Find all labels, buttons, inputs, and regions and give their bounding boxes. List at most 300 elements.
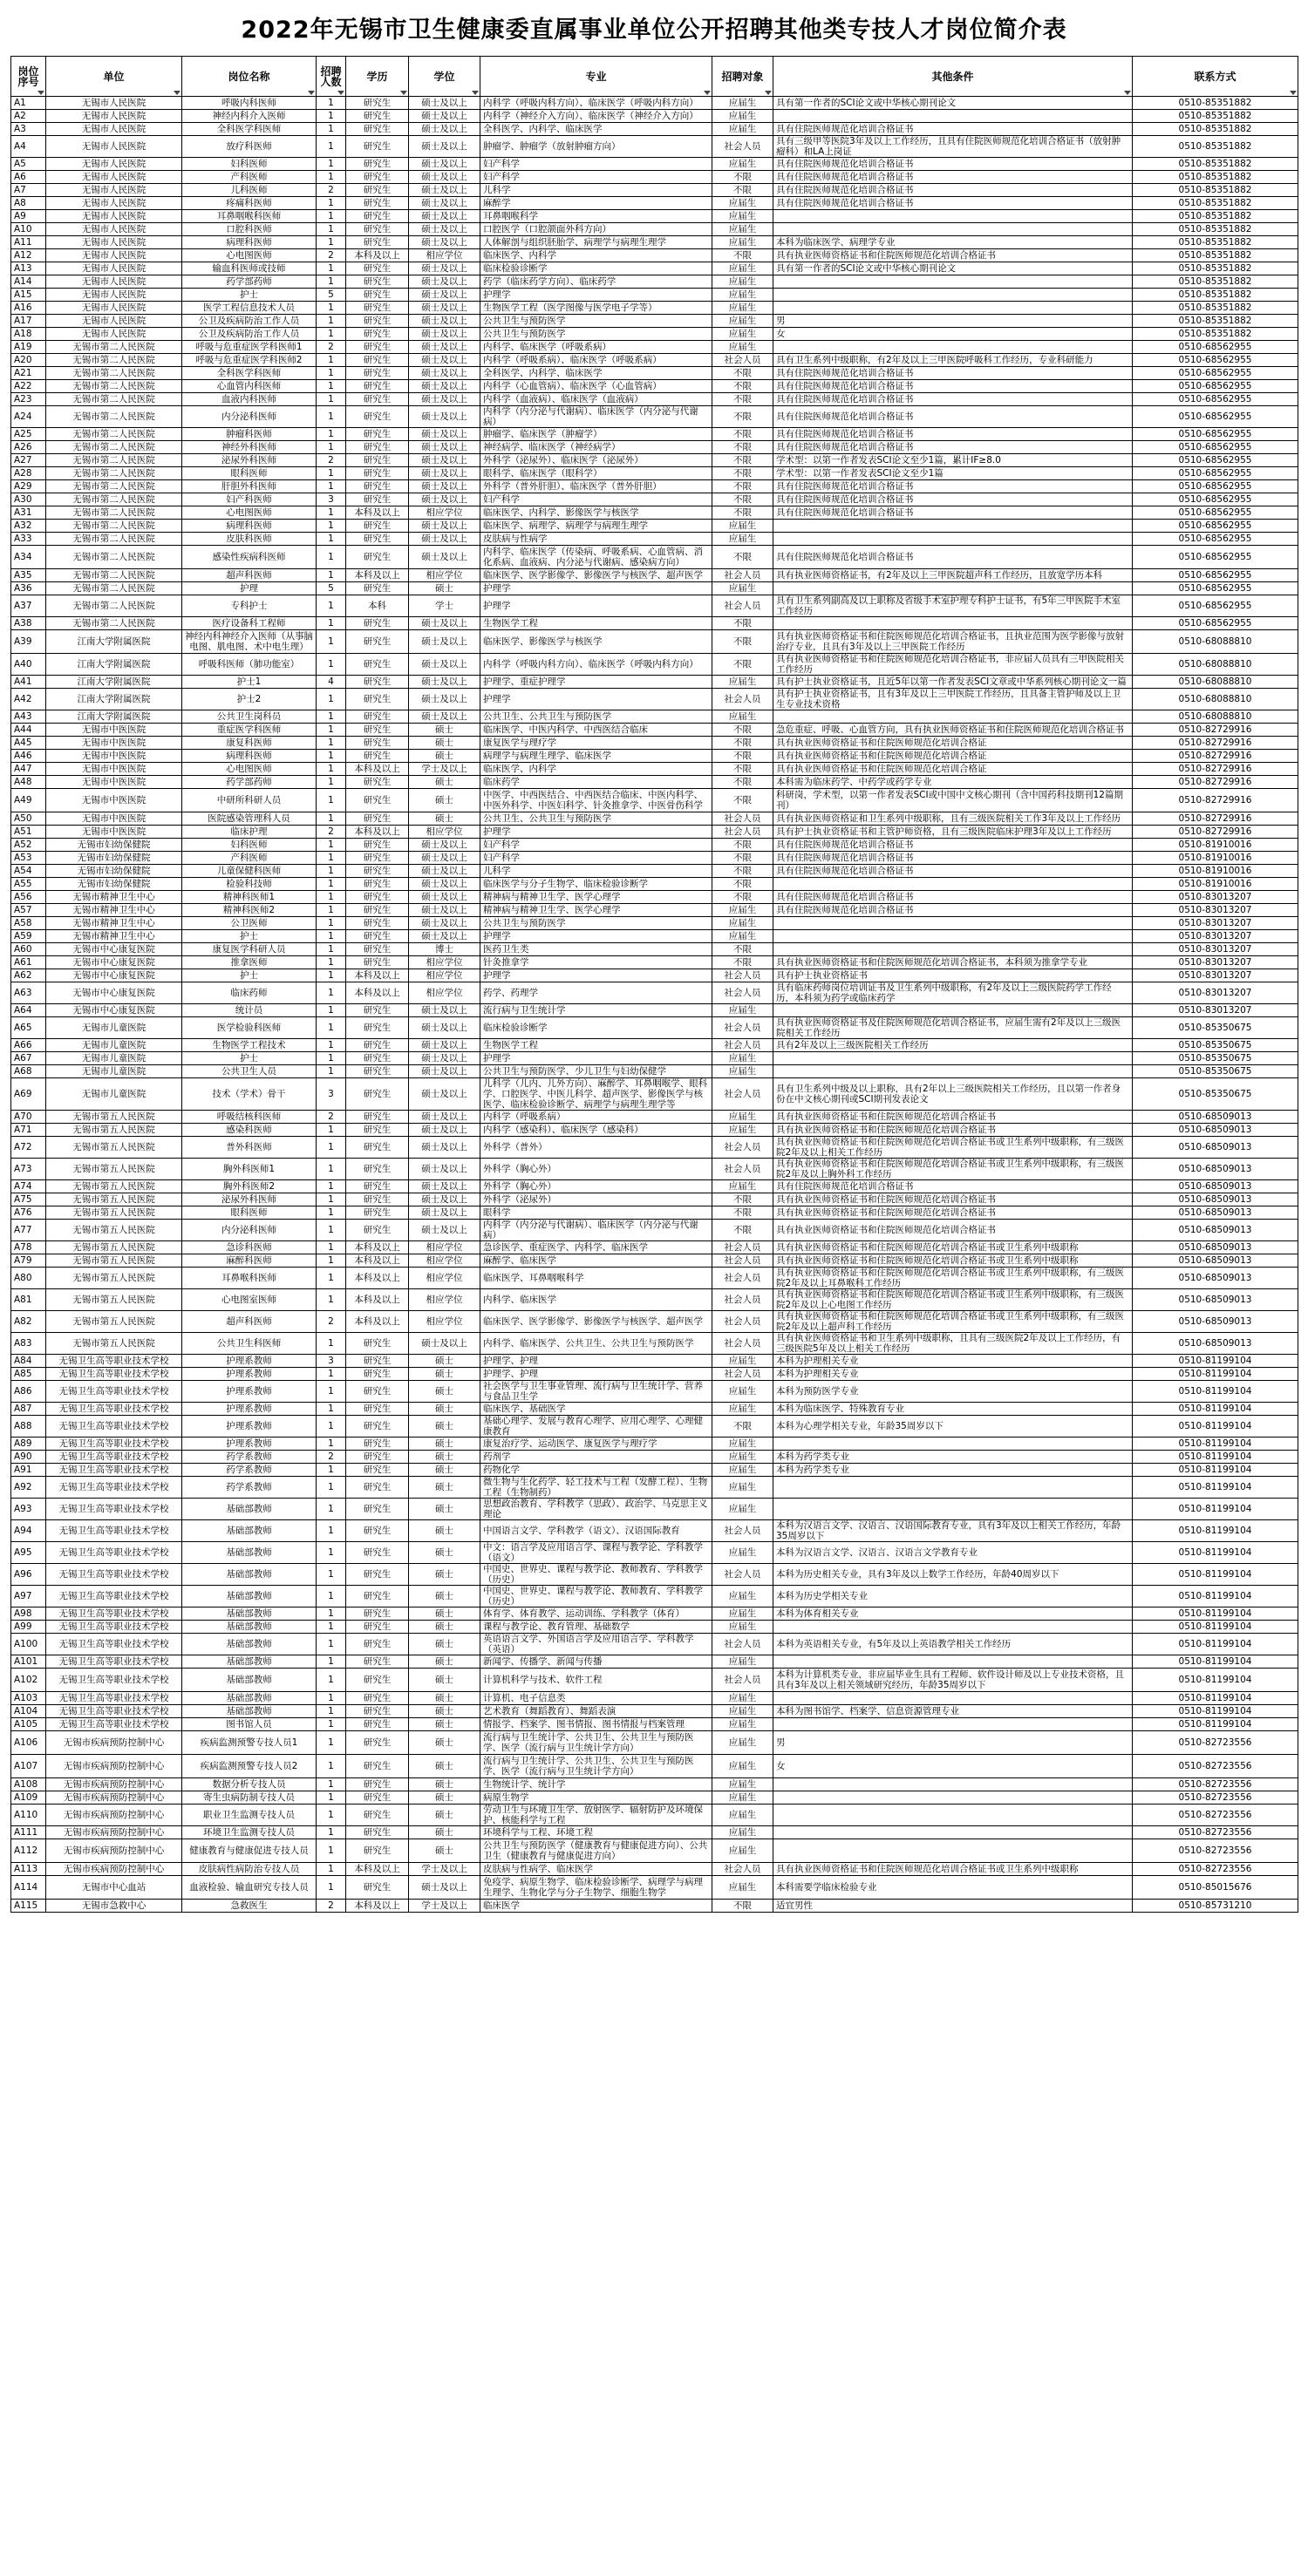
table-row xyxy=(11,1124,1298,1137)
cell-post-no: A92 xyxy=(11,1477,46,1499)
cell-education: 研究生 xyxy=(346,1180,409,1193)
table-row xyxy=(11,393,1298,406)
table-row xyxy=(11,1333,1298,1355)
cell-post-name: 血液内科医师 xyxy=(182,393,317,406)
cell-post-name: 药学系教师 xyxy=(182,1477,317,1499)
cell-post-no: A87 xyxy=(11,1403,46,1416)
cell-major: 急诊医学、重症医学、内科学、临床医学 xyxy=(480,1241,712,1254)
table-row xyxy=(11,1464,1298,1477)
header-conditions[interactable] xyxy=(773,57,1133,97)
cell-conditions xyxy=(773,1791,1133,1805)
cell-target: 应届生 xyxy=(712,1004,773,1017)
cell-degree: 硕士及以上 xyxy=(409,223,480,236)
cell-major: 护理学 xyxy=(480,1052,712,1065)
cell-degree: 相应学位 xyxy=(409,956,480,969)
cell-education: 研究生 xyxy=(346,1451,409,1464)
header-label: 招聘人数 xyxy=(320,65,342,88)
cell-unit: 无锡市妇幼保健院 xyxy=(46,878,182,891)
filter-dropdown-icon[interactable] xyxy=(400,91,407,95)
cell-count: 2 xyxy=(317,341,346,354)
cell-major: 中国史、世界史、课程与教学论、教师教育、学科教学（历史） xyxy=(480,1564,712,1586)
cell-education: 研究生 xyxy=(346,441,409,454)
cell-post-name: 内分泌科医师 xyxy=(182,1220,317,1241)
cell-post-no: A21 xyxy=(11,367,46,380)
cell-major: 内科学（感染科）、临床医学（感染科） xyxy=(480,1124,712,1137)
cell-major: 课程与教学论、教育管理、基础数学 xyxy=(480,1621,712,1634)
cell-contact: 0510-81199104 xyxy=(1133,1464,1298,1477)
cell-degree: 硕士及以上 xyxy=(409,930,480,943)
cell-post-name: 基础部教师 xyxy=(182,1621,317,1634)
cell-post-no: A25 xyxy=(11,428,46,441)
table-row xyxy=(11,1839,1298,1863)
filter-dropdown-icon[interactable] xyxy=(765,91,772,95)
cell-post-no: A11 xyxy=(11,236,46,249)
cell-major: 生物医学工程 xyxy=(480,1039,712,1052)
cell-unit: 无锡市疾病预防控制中心 xyxy=(46,1863,182,1876)
table-row xyxy=(11,1017,1298,1039)
cell-education: 研究生 xyxy=(346,1520,409,1542)
cell-education: 研究生 xyxy=(346,737,409,750)
cell-post-no: A82 xyxy=(11,1311,46,1333)
cell-unit: 无锡市第二人民医院 xyxy=(46,428,182,441)
cell-target: 不限 xyxy=(712,367,773,380)
cell-conditions: 具有住院医师规范化培训合格证书 xyxy=(773,865,1133,878)
cell-target: 不限 xyxy=(712,956,773,969)
cell-degree: 硕士及以上 xyxy=(409,158,480,171)
header-major[interactable] xyxy=(480,57,712,97)
cell-post-name: 妇科医师 xyxy=(182,839,317,852)
cell-target: 社会人员 xyxy=(712,1137,773,1159)
table-row xyxy=(11,1220,1298,1241)
recruitment-table xyxy=(10,56,1298,1913)
cell-education: 研究生 xyxy=(346,546,409,569)
cell-target: 社会人员 xyxy=(712,1017,773,1039)
cell-post-no: A85 xyxy=(11,1368,46,1381)
cell-degree: 硕士及以上 xyxy=(409,1333,480,1355)
cell-education: 研究生 xyxy=(346,1778,409,1791)
cell-contact: 0510-85351882 xyxy=(1133,197,1298,210)
cell-count: 1 xyxy=(317,654,346,676)
cell-unit: 无锡市儿童医院 xyxy=(46,1039,182,1052)
cell-contact: 0510-68509013 xyxy=(1133,1289,1298,1311)
cell-target: 应届生 xyxy=(712,1655,773,1669)
cell-conditions xyxy=(773,533,1133,546)
cell-target: 应届生 xyxy=(712,1499,773,1520)
table-row xyxy=(11,1755,1298,1778)
cell-post-no: A29 xyxy=(11,480,46,493)
cell-contact: 0510-85350675 xyxy=(1133,1039,1298,1052)
cell-conditions: 具有执业医师资格证书和住院医师规范化培训合格证书或卫生系列中级职称，有三级医院2年及以上心电图工作经历 xyxy=(773,1289,1133,1311)
cell-count: 1 xyxy=(317,956,346,969)
cell-target: 社会人员 xyxy=(712,595,773,617)
filter-dropdown-icon[interactable] xyxy=(337,91,344,95)
cell-target: 应届生 xyxy=(712,917,773,930)
cell-count: 1 xyxy=(317,110,346,123)
cell-degree: 学士及以上 xyxy=(409,1900,480,1913)
cell-contact: 0510-81199104 xyxy=(1133,1381,1298,1403)
cell-degree: 硕士及以上 xyxy=(409,480,480,493)
cell-post-name: 儿童保健科医师 xyxy=(182,865,317,878)
cell-degree: 硕士 xyxy=(409,582,480,595)
cell-count: 2 xyxy=(317,454,346,467)
cell-unit: 无锡市中心康复医院 xyxy=(46,969,182,982)
cell-target: 应届生 xyxy=(712,930,773,943)
cell-post-no: A15 xyxy=(11,289,46,302)
cell-target: 应届生 xyxy=(712,1718,773,1731)
cell-unit: 无锡市第二人民医院 xyxy=(46,546,182,569)
cell-major: 内科学、临床医学（呼吸系病） xyxy=(480,341,712,354)
cell-target: 应届生 xyxy=(712,1705,773,1718)
cell-count: 1 xyxy=(317,1241,346,1254)
cell-education: 本科及以上 xyxy=(346,826,409,839)
cell-major: 康复治疗学、运动医学、康复医学与理疗学 xyxy=(480,1438,712,1451)
cell-conditions: 本科为临床医学、特殊教育专业 xyxy=(773,1403,1133,1416)
cell-education: 研究生 xyxy=(346,582,409,595)
cell-target: 不限 xyxy=(712,1416,773,1438)
table-row xyxy=(11,1381,1298,1403)
cell-count: 2 xyxy=(317,1311,346,1333)
filter-dropdown-icon[interactable] xyxy=(308,91,315,95)
cell-conditions: 具有执业医师资格证书和住院医师规范化培训合格证书 xyxy=(773,1193,1133,1206)
cell-count: 2 xyxy=(317,1451,346,1464)
cell-post-no: A12 xyxy=(11,249,46,262)
cell-post-no: A35 xyxy=(11,569,46,582)
cell-post-name: 基础部教师 xyxy=(182,1564,317,1586)
cell-degree: 硕士及以上 xyxy=(409,110,480,123)
cell-post-no: A115 xyxy=(11,1900,46,1913)
cell-target: 不限 xyxy=(712,1900,773,1913)
cell-major: 生物医学工程（医学图像与医学电子学等） xyxy=(480,302,712,315)
cell-contact: 0510-83013207 xyxy=(1133,969,1298,982)
table-row xyxy=(11,1368,1298,1381)
cell-count: 1 xyxy=(317,262,346,275)
cell-unit: 无锡市第五人民医院 xyxy=(46,1241,182,1254)
cell-degree: 硕士及以上 xyxy=(409,354,480,367)
cell-target: 不限 xyxy=(712,852,773,865)
cell-conditions: 具有卫生系列中级及以上职称，具有2年以上三级医院相关工作经历，且以第一作者身份在中文核心期刊或SCI期刊发表论文 xyxy=(773,1078,1133,1111)
cell-degree: 硕士及以上 xyxy=(409,380,480,393)
cell-major: 内科学（呼吸内科方向）、临床医学（呼吸内科方向） xyxy=(480,654,712,676)
table-row xyxy=(11,710,1298,724)
filter-dropdown-icon[interactable] xyxy=(472,91,479,95)
header-count[interactable] xyxy=(317,57,346,97)
cell-unit: 无锡卫生高等职业技术学校 xyxy=(46,1464,182,1477)
cell-unit: 无锡市第二人民医院 xyxy=(46,354,182,367)
cell-count: 1 xyxy=(317,1368,346,1381)
cell-conditions: 学术型：以第一作者发表SCI论文至少1篇 xyxy=(773,467,1133,480)
header-post-name[interactable] xyxy=(182,57,317,97)
cell-post-no: A63 xyxy=(11,982,46,1004)
cell-degree: 硕士 xyxy=(409,1542,480,1564)
cell-contact: 0510-85351882 xyxy=(1133,184,1298,197)
cell-education: 研究生 xyxy=(346,197,409,210)
cell-post-no: A39 xyxy=(11,630,46,654)
cell-degree: 硕士及以上 xyxy=(409,891,480,904)
cell-target: 应届生 xyxy=(712,1381,773,1403)
table-row xyxy=(11,1289,1298,1311)
cell-unit: 无锡市第二人民医院 xyxy=(46,533,182,546)
cell-unit: 无锡市疾病预防控制中心 xyxy=(46,1791,182,1805)
cell-post-name: 康复医学科研人员 xyxy=(182,943,317,956)
cell-count: 1 xyxy=(317,710,346,724)
cell-degree: 硕士及以上 xyxy=(409,136,480,158)
cell-conditions: 具有执业医师资格证书和住院医师规范化培训合格证书，且执业范围为医学影像与放射治疗专业，且具有3年及以上三甲医院工作经历 xyxy=(773,630,1133,654)
cell-target: 应届生 xyxy=(712,1111,773,1124)
cell-contact: 0510-85351882 xyxy=(1133,315,1298,328)
cell-conditions xyxy=(773,1052,1133,1065)
cell-count: 1 xyxy=(317,630,346,654)
cell-count: 1 xyxy=(317,1826,346,1839)
cell-contact: 0510-82723556 xyxy=(1133,1839,1298,1863)
cell-count: 3 xyxy=(317,1355,346,1368)
table-row xyxy=(11,454,1298,467)
table-row xyxy=(11,724,1298,737)
cell-count: 1 xyxy=(317,428,346,441)
cell-degree: 硕士 xyxy=(409,1778,480,1791)
cell-count: 1 xyxy=(317,546,346,569)
cell-target: 应届生 xyxy=(712,302,773,315)
cell-conditions: 具有执业医师资格证书和住院医师规范化培训合格证书 xyxy=(773,1124,1133,1137)
cell-contact: 0510-85351882 xyxy=(1133,262,1298,275)
cell-count: 1 xyxy=(317,1863,346,1876)
cell-degree: 硕士 xyxy=(409,1634,480,1655)
cell-degree: 硕士及以上 xyxy=(409,275,480,289)
cell-education: 研究生 xyxy=(346,943,409,956)
cell-post-name: 呼吸结核科医师 xyxy=(182,1111,317,1124)
cell-degree: 硕士 xyxy=(409,776,480,789)
table-row xyxy=(11,520,1298,533)
cell-conditions xyxy=(773,917,1133,930)
cell-major: 公共卫生与预防医学 xyxy=(480,315,712,328)
cell-degree: 硕士 xyxy=(409,1705,480,1718)
cell-post-no: A73 xyxy=(11,1159,46,1180)
cell-target: 应届生 xyxy=(712,1826,773,1839)
cell-post-no: A8 xyxy=(11,197,46,210)
cell-degree: 硕士及以上 xyxy=(409,839,480,852)
cell-major: 外科学（普外肝胆）、临床医学（普外肝胆） xyxy=(480,480,712,493)
cell-education: 研究生 xyxy=(346,1111,409,1124)
cell-post-name: 皮肤科医师 xyxy=(182,533,317,546)
cell-major: 流行病与卫生统计学、公共卫生、公共卫生与预防医学、医学（流行病与卫生统计学方向） xyxy=(480,1731,712,1755)
cell-unit: 无锡市第二人民医院 xyxy=(46,441,182,454)
cell-major: 麻醉学、临床医学 xyxy=(480,1254,712,1268)
cell-education: 研究生 xyxy=(346,97,409,110)
table-row xyxy=(11,1791,1298,1805)
cell-conditions: 具有临床药师岗位培训证书及卫生系列中级职称，有2年及以上三级医院药学工作经历，本科须为药学或临床药学 xyxy=(773,982,1133,1004)
cell-post-no: A3 xyxy=(11,123,46,136)
cell-count: 1 xyxy=(317,891,346,904)
cell-target: 社会人员 xyxy=(712,1634,773,1655)
table-row xyxy=(11,171,1298,184)
cell-count: 1 xyxy=(317,1416,346,1438)
cell-education: 研究生 xyxy=(346,689,409,710)
cell-post-no: A68 xyxy=(11,1065,46,1078)
table-row xyxy=(11,595,1298,617)
cell-conditions: 具有执业医师资格证书和住院医师规范化培训合格证书，本科须为推拿学专业 xyxy=(773,956,1133,969)
header-label: 专业 xyxy=(585,70,607,83)
cell-contact: 0510-81199104 xyxy=(1133,1355,1298,1368)
cell-contact: 0510-68562955 xyxy=(1133,454,1298,467)
cell-education: 研究生 xyxy=(346,750,409,763)
cell-conditions: 具有执业医师资格证书和住院医师规范化培训合格证书或卫生系列中级职称，有三级医院2年及以上相关工作经历 xyxy=(773,1137,1133,1159)
cell-major: 药学（临床药学方向）、临床药学 xyxy=(480,275,712,289)
cell-post-name: 环境卫生监测专技人员 xyxy=(182,1826,317,1839)
cell-count: 1 xyxy=(317,1004,346,1017)
cell-education: 研究生 xyxy=(346,852,409,865)
cell-degree: 相应学位 xyxy=(409,1254,480,1268)
cell-education: 研究生 xyxy=(346,1607,409,1621)
header-post-no[interactable] xyxy=(11,57,46,97)
cell-contact: 0510-68088810 xyxy=(1133,654,1298,676)
cell-target: 应届生 xyxy=(712,236,773,249)
header-unit[interactable] xyxy=(46,57,182,97)
cell-post-name: 职业卫生监测专技人员 xyxy=(182,1805,317,1826)
table-row xyxy=(11,582,1298,595)
cell-contact: 0510-85350675 xyxy=(1133,1017,1298,1039)
cell-count: 1 xyxy=(317,1333,346,1355)
cell-degree: 硕士及以上 xyxy=(409,520,480,533)
cell-target: 应届生 xyxy=(712,676,773,689)
cell-post-no: A32 xyxy=(11,520,46,533)
cell-target: 应届生 xyxy=(712,1692,773,1705)
cell-unit: 无锡卫生高等职业技术学校 xyxy=(46,1477,182,1499)
cell-major: 情报学、档案学、图书情报、图书情报与档案管理 xyxy=(480,1718,712,1731)
cell-count: 1 xyxy=(317,236,346,249)
table-row xyxy=(11,1438,1298,1451)
header-education[interactable] xyxy=(346,57,409,97)
cell-target: 社会人员 xyxy=(712,1333,773,1355)
cell-major: 公共卫生与预防医学（健康教育与健康促进方向）、公共卫生（健康教育与健康促进方向） xyxy=(480,1839,712,1863)
cell-degree: 硕士及以上 xyxy=(409,654,480,676)
header-label: 其他条件 xyxy=(931,70,974,83)
cell-contact: 0510-82723556 xyxy=(1133,1863,1298,1876)
cell-unit: 无锡卫生高等职业技术学校 xyxy=(46,1520,182,1542)
cell-conditions xyxy=(773,1718,1133,1731)
cell-post-no: A81 xyxy=(11,1289,46,1311)
cell-major: 公共卫生与预防医学、少儿卫生与妇幼保健学 xyxy=(480,1065,712,1078)
cell-target: 应届生 xyxy=(712,1586,773,1607)
cell-post-no: A77 xyxy=(11,1220,46,1241)
cell-conditions: 科研岗，学术型，以第一作者发表SCI或中国中文核心期刊（含中国药科技期刊12篇期刊） xyxy=(773,789,1133,812)
cell-contact: 0510-81199104 xyxy=(1133,1718,1298,1731)
cell-post-name: 医学检验科医师 xyxy=(182,1017,317,1039)
cell-post-name: 超声科医师 xyxy=(182,569,317,582)
cell-target: 不限 xyxy=(712,493,773,506)
cell-major: 环境科学与工程、环境工程 xyxy=(480,1826,712,1839)
cell-conditions: 本科需为临床药学、中药学或药学专业 xyxy=(773,776,1133,789)
cell-target: 社会人员 xyxy=(712,1368,773,1381)
cell-count: 1 xyxy=(317,520,346,533)
table-row xyxy=(11,223,1298,236)
cell-conditions: 具有护士执业资格证书，且近5年以第一作者发表SCI文章或中华系列核心期刊论文一篇 xyxy=(773,676,1133,689)
cell-contact: 0510-83013207 xyxy=(1133,930,1298,943)
cell-target: 不限 xyxy=(712,617,773,630)
header-degree[interactable] xyxy=(409,57,480,97)
cell-contact: 0510-85351882 xyxy=(1133,328,1298,341)
cell-post-name: 神经内科神经介入医师（从事脑电图、肌电图、术中电生理） xyxy=(182,630,317,654)
cell-post-no: A19 xyxy=(11,341,46,354)
table-row xyxy=(11,1863,1298,1876)
cell-conditions: 本科为体育相关专业 xyxy=(773,1607,1133,1621)
cell-unit: 无锡市人民医院 xyxy=(46,110,182,123)
table-row xyxy=(11,1311,1298,1333)
header-target[interactable] xyxy=(712,57,773,97)
cell-major: 中文：语言学及应用语言学、课程与教学论、学科教学（语文） xyxy=(480,1542,712,1564)
header-contact[interactable] xyxy=(1133,57,1298,97)
cell-conditions: 本科为汉语言文学、汉语言、汉语国际教育专业，具有3年及以上相关工作经历，年龄35周岁以下 xyxy=(773,1520,1133,1542)
cell-education: 本科及以上 xyxy=(346,1863,409,1876)
cell-post-no: A22 xyxy=(11,380,46,393)
cell-degree: 硕士及以上 xyxy=(409,1111,480,1124)
table-row xyxy=(11,737,1298,750)
cell-contact: 0510-68509013 xyxy=(1133,1311,1298,1333)
cell-target: 应届生 xyxy=(712,1839,773,1863)
cell-unit: 无锡市人民医院 xyxy=(46,197,182,210)
cell-education: 研究生 xyxy=(346,1206,409,1220)
cell-unit: 无锡市儿童医院 xyxy=(46,1078,182,1111)
cell-count: 1 xyxy=(317,1731,346,1755)
cell-degree: 相应学位 xyxy=(409,826,480,839)
cell-conditions: 具有住院医师规范化培训合格证书 xyxy=(773,891,1133,904)
cell-post-name: 肝胆外科医师 xyxy=(182,480,317,493)
cell-major: 内科学（心血管病）、临床医学（心血管病） xyxy=(480,380,712,393)
cell-degree: 硕士 xyxy=(409,1416,480,1438)
table-row xyxy=(11,789,1298,812)
filter-dropdown-icon[interactable] xyxy=(1290,91,1297,95)
cell-contact: 0510-82723556 xyxy=(1133,1755,1298,1778)
cell-conditions: 本科为图书馆学、档案学、信息资源管理专业 xyxy=(773,1705,1133,1718)
cell-count: 1 xyxy=(317,1542,346,1564)
cell-post-name: 基础部教师 xyxy=(182,1634,317,1655)
cell-degree: 硕士及以上 xyxy=(409,302,480,315)
cell-major: 护理学 xyxy=(480,689,712,710)
cell-unit: 无锡卫生高等职业技术学校 xyxy=(46,1368,182,1381)
cell-degree: 硕士及以上 xyxy=(409,1017,480,1039)
cell-count: 1 xyxy=(317,136,346,158)
filter-dropdown-icon[interactable] xyxy=(37,91,44,95)
cell-education: 本科及以上 xyxy=(346,1254,409,1268)
cell-target: 不限 xyxy=(712,441,773,454)
cell-major: 社会医学与卫生事业管理、流行病与卫生统计学、营养与食品卫生学 xyxy=(480,1381,712,1403)
cell-count: 1 xyxy=(317,737,346,750)
cell-post-no: A109 xyxy=(11,1791,46,1805)
cell-conditions xyxy=(773,1477,1133,1499)
cell-degree: 硕士及以上 xyxy=(409,852,480,865)
cell-unit: 无锡市第二人民医院 xyxy=(46,582,182,595)
cell-degree: 硕士 xyxy=(409,1499,480,1520)
cell-post-name: 产科医师 xyxy=(182,852,317,865)
cell-degree: 硕士及以上 xyxy=(409,676,480,689)
cell-degree: 硕士及以上 xyxy=(409,1193,480,1206)
cell-target: 不限 xyxy=(712,839,773,852)
cell-conditions: 具有护士执业资格证书和主管护师资格，且有三级医院临床护理3年及以上工作经历 xyxy=(773,826,1133,839)
cell-unit: 江南大学附属医院 xyxy=(46,676,182,689)
cell-post-no: A45 xyxy=(11,737,46,750)
filter-dropdown-icon[interactable] xyxy=(1124,91,1131,95)
cell-education: 本科及以上 xyxy=(346,982,409,1004)
cell-major: 眼科学 xyxy=(480,1206,712,1220)
cell-post-no: A98 xyxy=(11,1607,46,1621)
cell-education: 研究生 xyxy=(346,1220,409,1241)
cell-post-name: 神经外科医师 xyxy=(182,441,317,454)
filter-dropdown-icon[interactable] xyxy=(704,91,711,95)
cell-unit: 无锡市第二人民医院 xyxy=(46,467,182,480)
cell-count: 1 xyxy=(317,1438,346,1451)
cell-contact: 0510-82729916 xyxy=(1133,826,1298,839)
cell-post-name: 公共卫生岗科员 xyxy=(182,710,317,724)
filter-dropdown-icon[interactable] xyxy=(174,91,181,95)
cell-post-no: A37 xyxy=(11,595,46,617)
